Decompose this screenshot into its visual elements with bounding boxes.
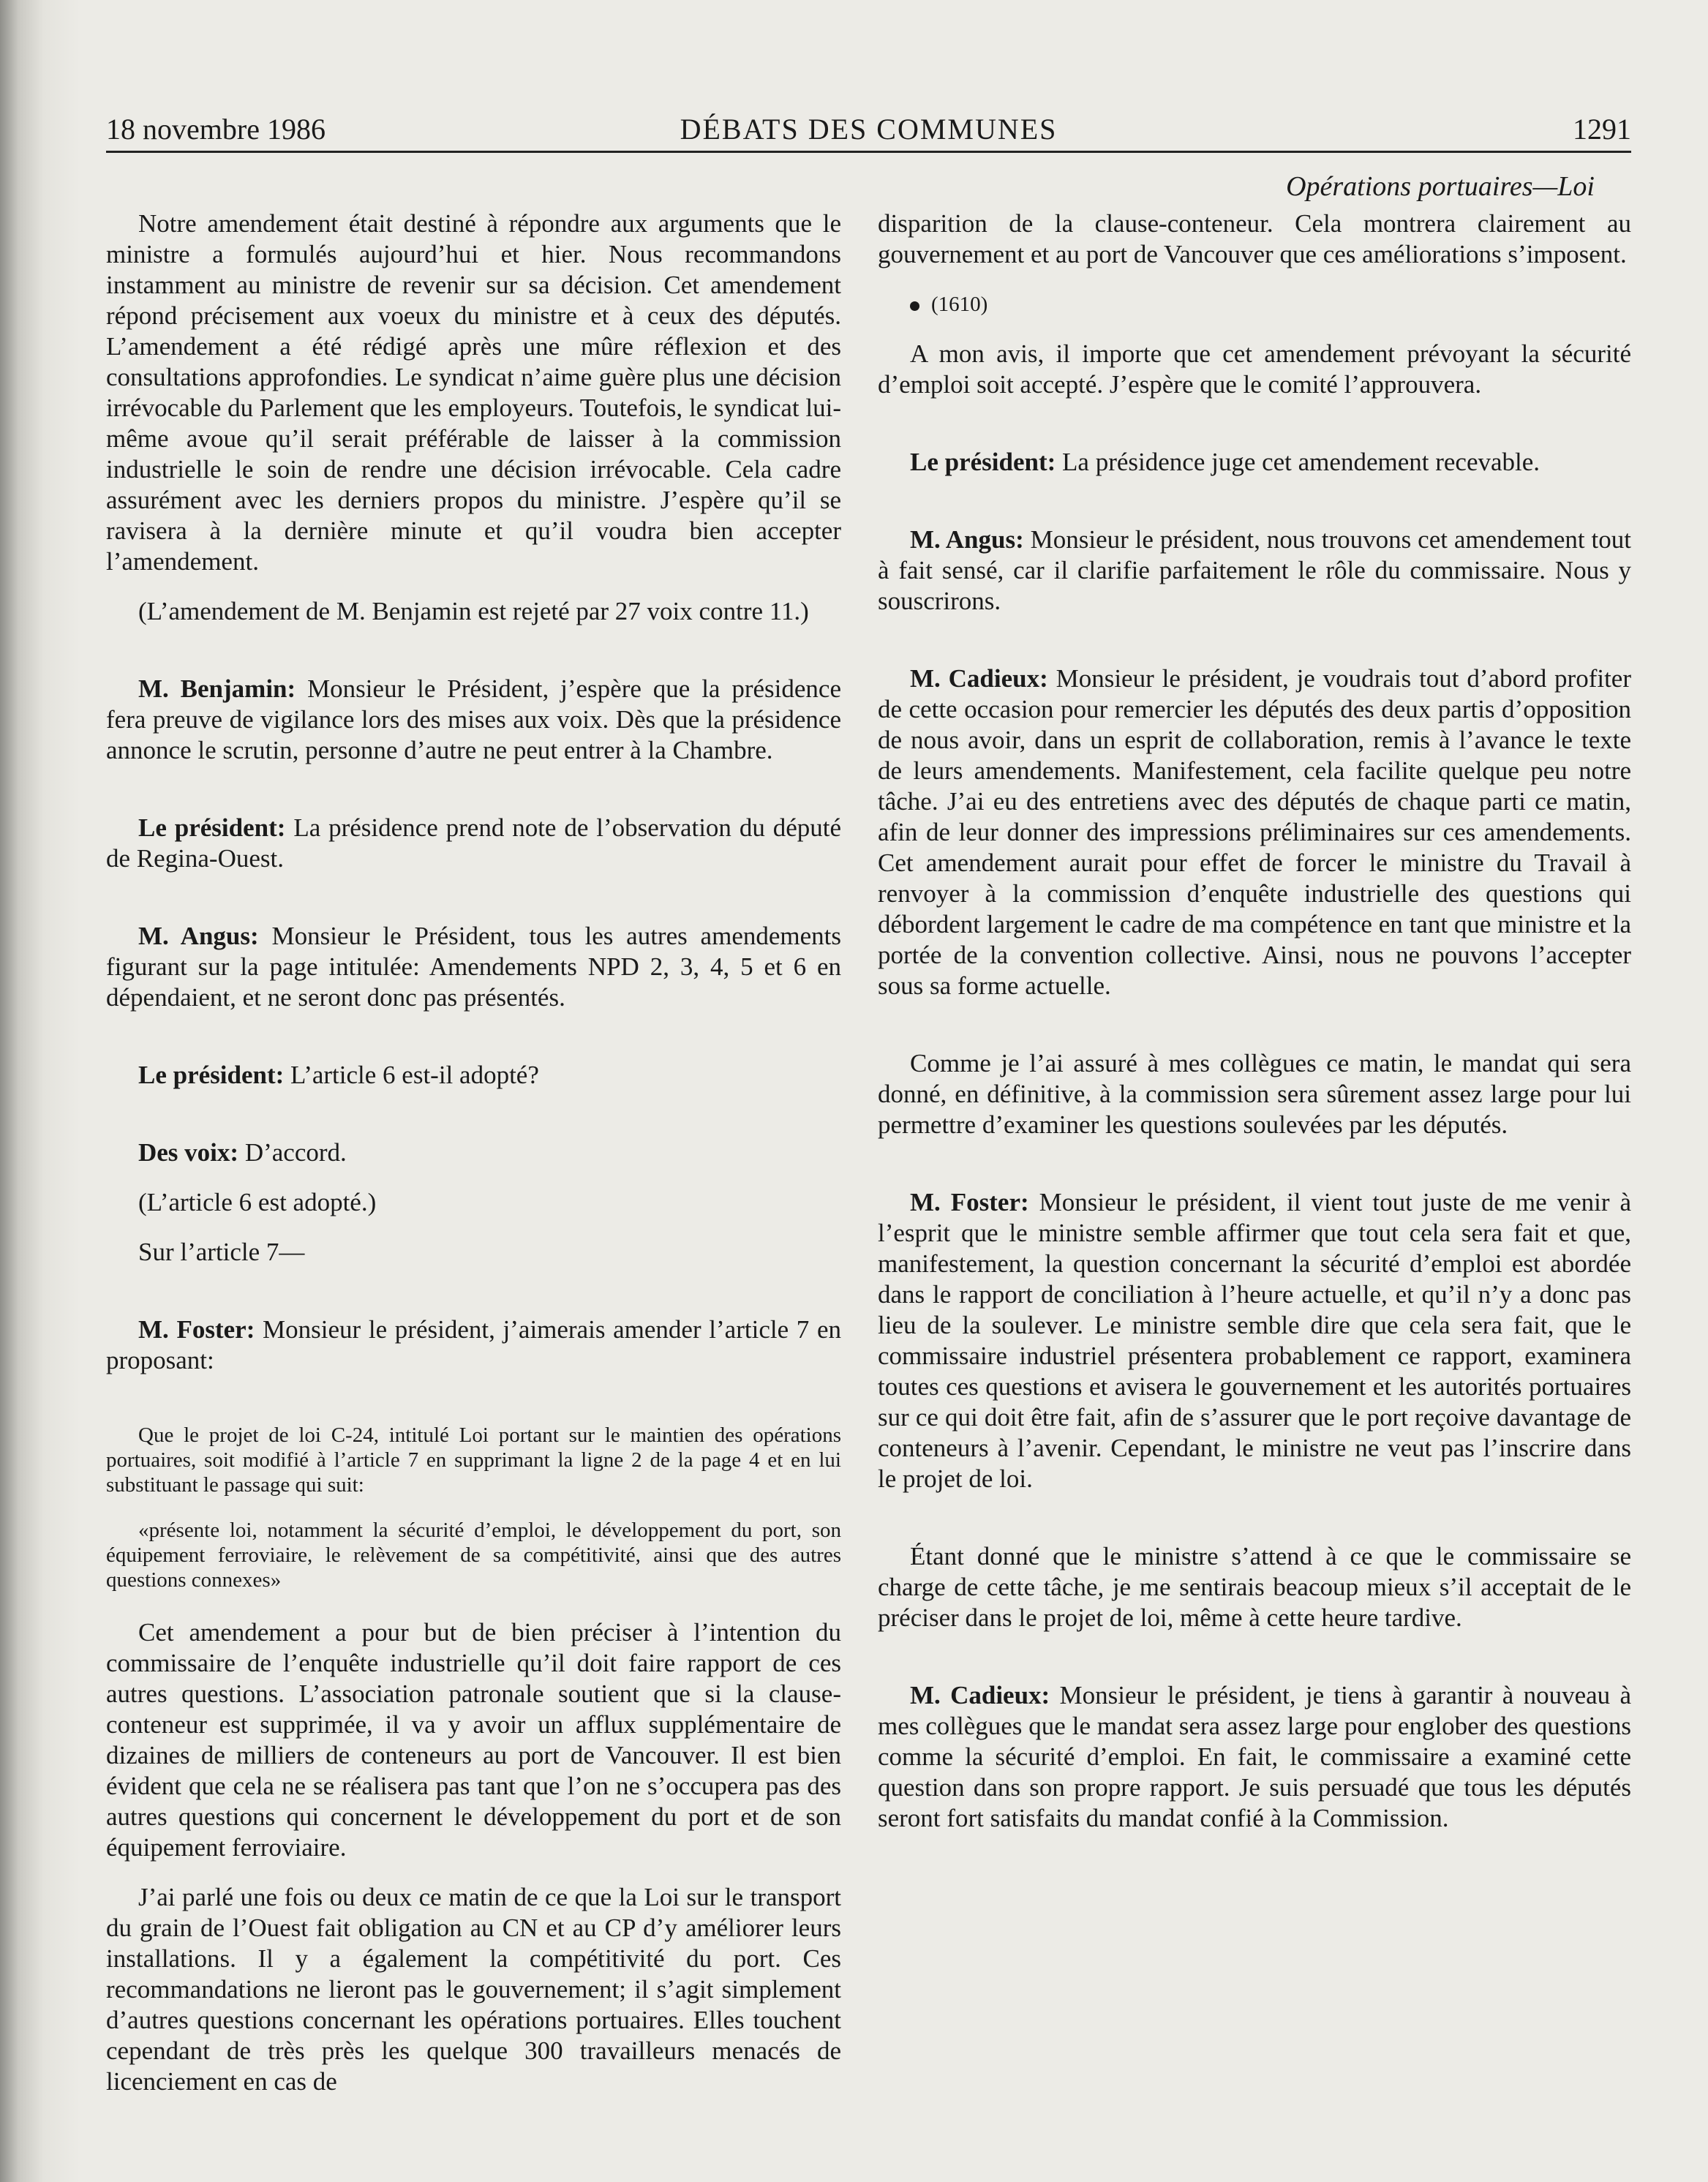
paragraph: Comme je l’ai assuré à mes collègues ce matin, le mandat qui sera donné, en définitive, à la commission sera sûrement assez large pour lui permettre d’examiner les questions soulevées par les députés.	[878, 1049, 1631, 1139]
header-date: 18 novembre 1986	[106, 113, 326, 146]
page-header	[106, 110, 1631, 153]
paragraph: M. Foster: Monsieur le président, j’aimerais amender l’article 7 en proposant:	[106, 1315, 842, 1374]
section-title: Opérations portuaires—Loi	[1286, 171, 1595, 202]
speaker-name: M. Foster:	[910, 1188, 1029, 1216]
bullet-icon	[910, 301, 919, 311]
speaker-name: M. Angus:	[138, 922, 259, 950]
paragraph: A mon avis, il importe que cet amendement prévoyant la sécurité d’emploi soit accepté. J’espère que le comité l’approuvera.	[878, 339, 1631, 399]
paragraph: M. Foster: Monsieur le président, il vient tout juste de me venir à l’esprit que le ministre semble affirmer que tout cela sera fait et que, manifestement, la question concernant la sécurité d’emploi est abordée dans le rapport de conciliation à l’heure actuelle, et qu’il n’y a donc pas lieu de la soulever. Le ministre semble dire que cela sera fait, que le commissaire industriel présentera probablement ce rapport, examinera toutes ces questions et avisera le gouvernement et les autorités portuaires sur ce qui doit être fait, afin de s’assurer que le port reçoive davantage de conteneurs à l’avenir. Cependant, le ministre ne veut pas l’inscrire dans le projet de loi.	[878, 1188, 1632, 1493]
speaker-name: Le président:	[138, 1061, 285, 1089]
header-page-number: 1291	[1573, 113, 1631, 146]
paragraph: disparition de la clause-conteneur. Cela montrera clairement au gouvernement et au port de Vancouver que ces améliorations s’imposent.	[878, 209, 1631, 268]
speaker-name: M. Angus:	[910, 525, 1024, 554]
paragraph: M. Cadieux: Monsieur le président, je tiens à garantir à nouveau à mes collègues que le mandat sera assez large pour englober des questions comme la sécurité d’emploi. En fait, le commissaire a examiné cette question dans son propre rapport. Je suis persuadé que tous les députés seront fort satisfaits du mandat confié à la Commission.	[878, 1681, 1631, 1832]
paragraph: Le président: La présidence prend note de l’observation du député de Regina-Ouest.	[106, 813, 841, 873]
paragraph: Des voix: D’accord.	[138, 1138, 347, 1167]
paragraph: J’ai parlé une fois ou deux ce matin de ce que la Loi sur le transport du grain de l’Ouest fait obligation au CN et au CP d’y améliorer leurs installations. Il y a également la compétitivité du port. Ces recommandations ne lieront pas le gouvernement; il s’agit simplement d’autres questions concernant les opérations portuaires. Elles touchent cependant de très près les quelque 300 travailleurs menacés de licenciement en cas de	[106, 1883, 841, 2096]
speaker-name: Des voix:	[138, 1138, 239, 1167]
paragraph: (L’article 6 est adopté.)	[138, 1188, 377, 1216]
motion-text: Que le projet de loi C-24, intitulé Loi portant sur le maintien des opérations portuaires, soit modifié à l’article 7 en supprimant la ligne 2 de la page 4 et en lui substituant le passage qui suit:	[106, 1423, 841, 1497]
paragraph: Sur l’article 7—	[138, 1238, 305, 1266]
speaker-name: M. Benjamin:	[138, 674, 296, 703]
right-column	[878, 208, 1631, 1853]
speaker-name: M. Cadieux:	[910, 1681, 1050, 1709]
speaker-name: M. Cadieux:	[910, 664, 1048, 693]
paragraph: Le président: La présidence juge cet amendement recevable.	[910, 448, 1540, 476]
paragraph: M. Benjamin: Monsieur le Président, j’espère que la présidence fera preuve de vigilance lors des mises aux voix. Dès que la présidence annonce le scrutin, personne d’autre ne peut entrer à la Chambre.	[106, 674, 841, 764]
paragraph: M. Angus: Monsieur le président, nous trouvons cet amendement tout à fait sensé, car il clarifie parfaitement le rôle du commissaire. Nous y souscrirons.	[878, 525, 1631, 615]
speaker-name: Le président:	[138, 813, 286, 842]
paragraph: Cet amendement a pour but de bien préciser à l’intention du commissaire de l’enquête industrielle qu’il doit faire rapport de ces autres questions. L’association patronale soutient que si la clause-conteneur est supprimée, il va y avoir un afflux supplémentaire de dizaines de milliers de conteneurs au port de Vancouver. Il est bien évident que cela ne se réalisera pas tant que l’on ne s’occupera pas des autres questions qui concernent le développement du port et de son équipement ferroviaire.	[106, 1618, 841, 1862]
speaker-name: M. Foster:	[138, 1315, 255, 1344]
paragraph: M. Cadieux: Monsieur le président, je voudrais tout d’abord profiter de cette occasion pour remercier les députés des deux partis d’opposition de nous avoir, dans un esprit de collaboration, remis à l’avance le texte de leurs amendements. Manifestement, cela facilite quelque peu notre tâche. J’ai eu des entretiens avec des députés de chaque parti ce matin, afin de leur donner des impressions préliminaires sur ces amendements. Cet amendement aurait pour effet de forcer le ministre du Travail à renvoyer à la commission d’enquête industrielle des questions qui débordent largement le cadre de ma compétence en tant que ministre et la portée de la convention collective. Ainsi, nous ne pouvons l’accepter sous sa forme actuelle.	[878, 664, 1631, 1000]
paragraph: Notre amendement était destiné à répondre aux arguments que le ministre a formulés aujourd’hui et hier. Nous recommandons instamment au ministre de revenir sur sa décision. Cet amendement répond précisement aux voeux du ministre et à ceux des députés. L’amendement a été rédigé après une mûre réflexion et des consultations approfondies. Le syndicat n’aime guère plus une décision irrévocable du Parlement que les employeurs. Toutefois, le syndicat lui-même avoue qu’il serait préférable de laisser à la commission industrielle le soin de rendre une décision irrévocable. Cela cadre assurément avec les derniers propos du ministre. J’espère qu’il se ravisera à la dernière minute et qu’il voudra bien accepter l’amendement.	[106, 209, 841, 576]
timestamp-marker: (1610)	[878, 289, 1631, 320]
left-column	[106, 208, 841, 2116]
speaker-name: Le président:	[910, 448, 1056, 476]
header-journal-title: DÉBATS DES COMMUNES	[680, 113, 1058, 146]
paragraph: Étant donné que le ministre s’attend à ce que le commissaire se charge de cette tâche, je me sentirais beacoup mieux s’il acceptait de le préciser dans le projet de loi, même à cette heure tardive.	[878, 1542, 1631, 1632]
paragraph: Le président: L’article 6 est-il adopté?	[138, 1061, 539, 1089]
paragraph: (L’amendement de M. Benjamin est rejeté par 27 voix contre 11.)	[138, 597, 809, 625]
paragraph: M. Angus: Monsieur le Président, tous les autres amendements figurant sur la page intitulée: Amendements NPD 2, 3, 4, 5 et 6 en dépendaient, et ne seront donc pas présentés.	[106, 922, 841, 1012]
quoted-passage: «présente loi, notamment la sécurité d’emploi, le développement du port, son équipement ferroviaire, le relèvement de sa compétitivité, ainsi que des autres questions connexes»	[106, 1519, 841, 1592]
